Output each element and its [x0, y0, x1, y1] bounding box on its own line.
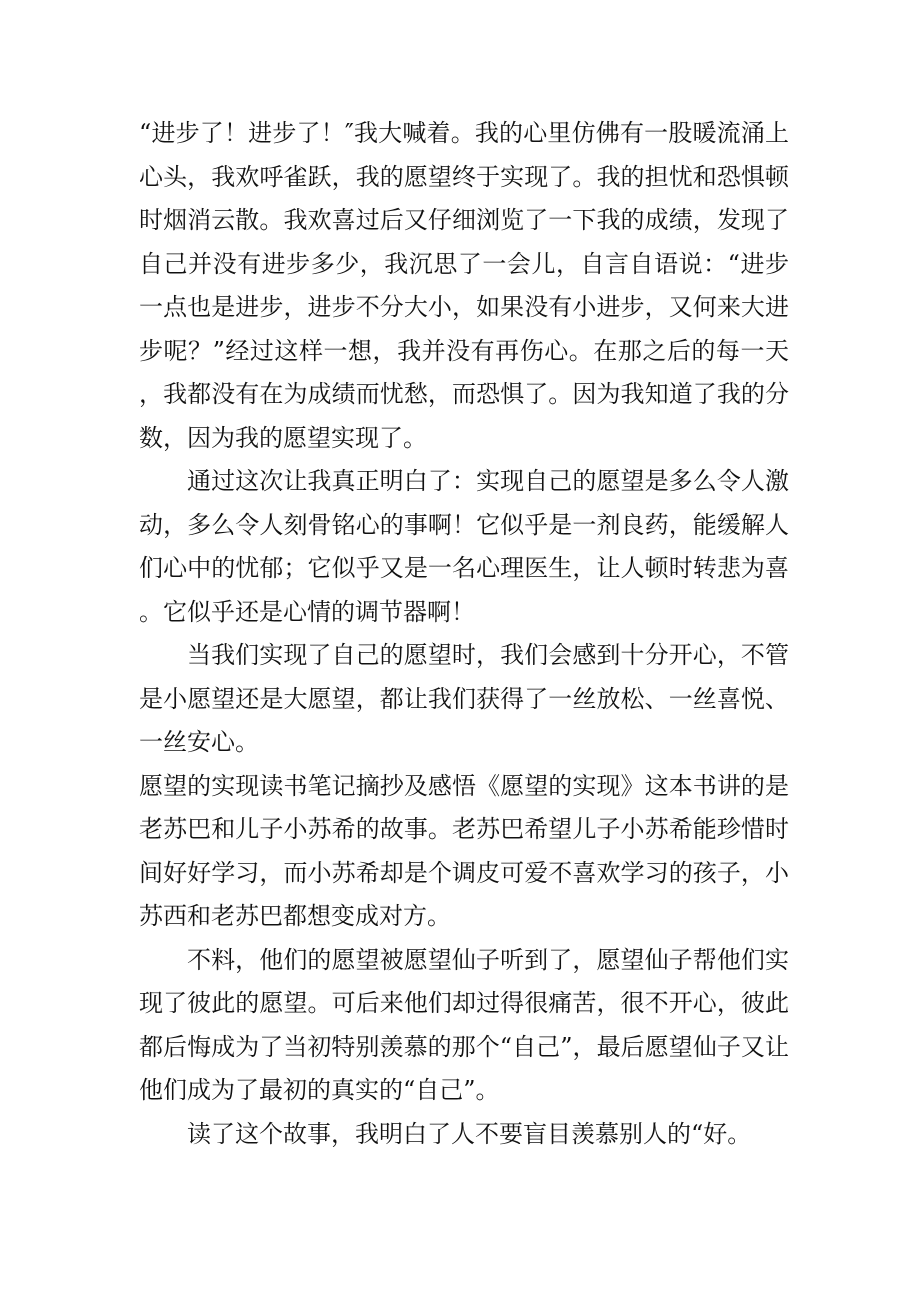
paragraph-1: “进步了！进步了！″我大喊着。我的心里仿佛有一股暖流涌上心头，我欢呼雀跃，我的愿望终于实现了。我的担忧和恐惧顿时烟消云散。我欢喜过后又仔细浏览了一下我的成绩，发现了自己并没有进步多少，我沉思了一会儿，自言自语说：“进步一点也是进步，进步不分大小，如果没有小进步，又何来大进步呢？”经过这样一想，我并没有再伤心。在那之后的每一天，我都没有在为成绩而忧愁，而恐惧了。因为我知道了我的分数，因为我的愿望实现了。 — [139, 119, 789, 452]
paragraph-3: 当我们实现了自己的愿望时，我们会感到十分开心，不管是小愿望还是大愿望，都让我们获得了一丝放松、一丝喜悦、一丝安心。 — [139, 641, 789, 756]
paragraph-6: 读了这个故事，我明白了人不要盲目羡慕别人的“好。 — [187, 1119, 752, 1148]
document-body — [139, 112, 789, 1156]
paragraph-5: 不料，他们的愿望被愿望仙子听到了，愿望仙子帮他们实现了彼此的愿望。可后来他们却过得很痛苦，很不开心，彼此都后悔成为了当初特别羡慕的那个“自己”，最后愿望仙子又让他们成为了最初的真实的“自己”。 — [139, 945, 789, 1104]
paragraph-2: 通过这次让我真正明白了：实现自己的愿望是多么令人激动，多么令人刻骨铭心的事啊！它似乎是一剂良药，能缓解人们心中的忧郁；它似乎又是一名心理医生，让人顿时转悲为喜。它似乎还是心情的调节器啊！ — [139, 467, 789, 626]
paragraph-4: 愿望的实现读书笔记摘抄及感悟《愿望的实现》这本书讲的是老苏巴和儿子小苏希的故事。老苏巴希望儿子小苏希能珍惜时间好好学习，而小苏希却是个调皮可爱不喜欢学习的孩子，小苏西和老苏巴都想变成对方。 — [139, 771, 789, 930]
